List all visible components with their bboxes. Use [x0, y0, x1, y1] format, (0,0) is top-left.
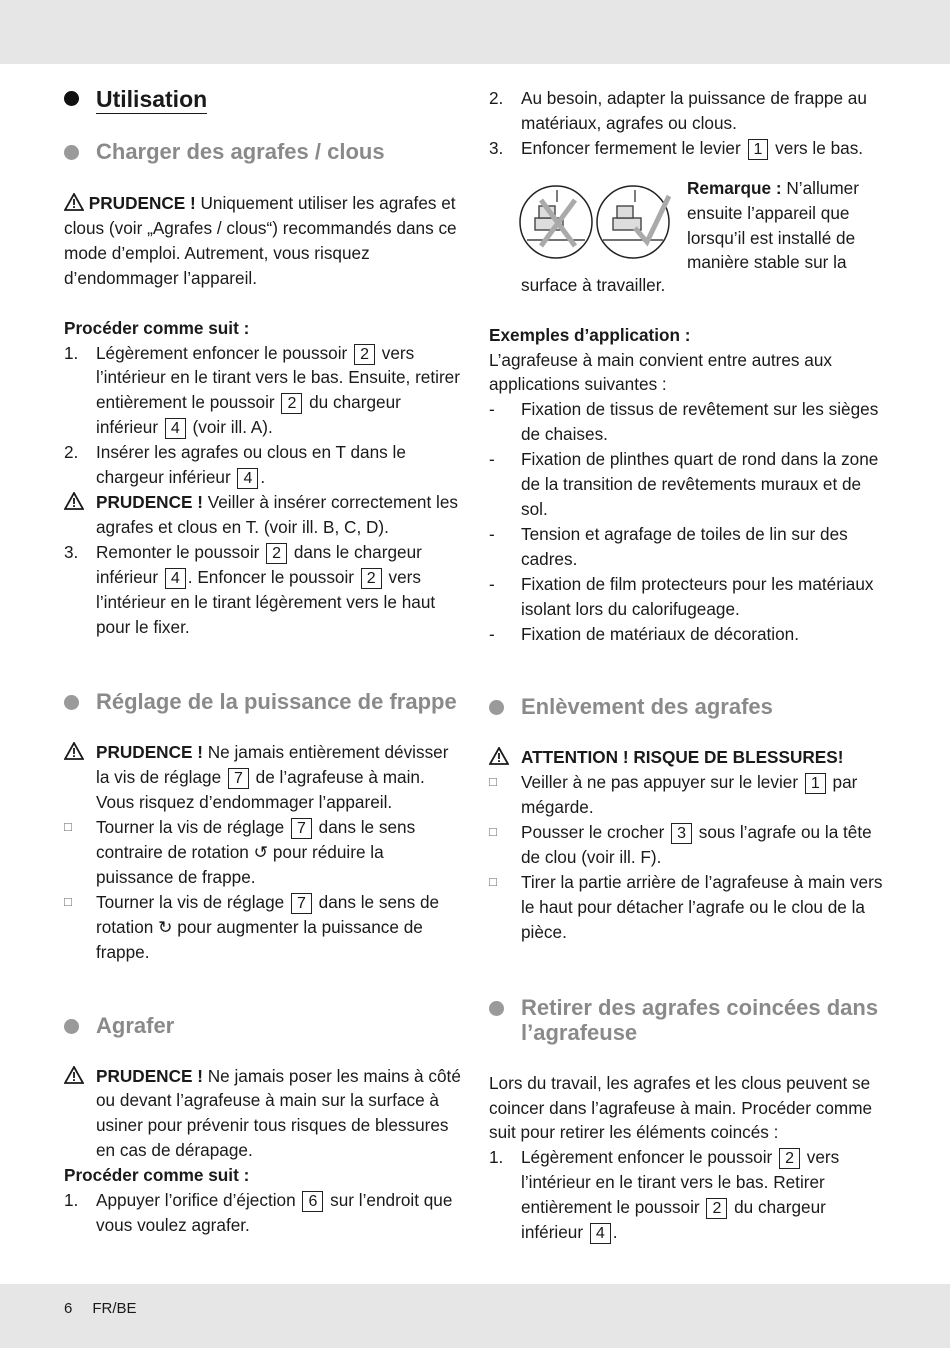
retirer-intro: Lors du travail, les agrafes et les clous peuvent se coincer dans l’agrafeuse à main. Procéder comme suit pour retirer les éléments coincés :: [489, 1072, 873, 1143]
part-number: 4: [590, 1223, 611, 1244]
page-number: 6: [64, 1300, 73, 1317]
part-number: 2: [779, 1148, 800, 1169]
part-number: 6: [302, 1191, 323, 1212]
heading-agrafer: Agrafer: [64, 1013, 464, 1038]
part-number: 7: [291, 818, 312, 839]
heading-charger: Charger des agrafes / clous: [64, 139, 464, 164]
list-item: - Fixation de tissus de revêtement sur les sièges de chaises.: [489, 399, 879, 445]
bullet-icon: [64, 145, 79, 160]
part-number: 2: [706, 1198, 727, 1219]
part-number: 7: [291, 893, 312, 914]
part-number: 2: [281, 393, 302, 414]
list-item: - Fixation de matériaux de décoration.: [489, 623, 800, 644]
stapler-figures-icon: [519, 184, 671, 260]
right-column: 2. Au besoin, adapter la puissance de frappe au matériaux, agrafes ou clous. 3. Enfoncer fermement le levier 1 vers le bas. Remarque : N’allumer ensuite l’appareil que lorsqu’il est installé de manière stable sur la surface à travailler. Exemples d’application : L’agrafeuse à main convient entre autres aux applications suivantes : - Fixation de tissus de revêtement sur les sièges de chaises. - Fixation de plinthes quart de rond dans la zone de la transition de revêtements muraux et de sol. - Tension et agrafage de toiles de lin sur des cadres. - Fixation de film protecteurs pour les matériaux isolant lors du calorifugeage. - Fixation de matériaux de décoration. Enlèvement des agrafes ATTENTION ! RISQUE DE BLESSURES! □ Veiller à ne pas appuyer sur le levier 1 par mégarde. □ Pousser le crocher 3 sous l’agrafe ou la tête de clou (voir ill. F). □ Tirer la partie arrière de l’agrafeuse à main vers le haut pour détacher l’agrafe ou le clou de la pièce. Retirer des agrafes coincées dans l’agrafeuse Lors du travail, les agrafes et les clous peuvent se coincer dans l’agrafeuse à main. Procéder comme suit pour retirer les éléments coincés : 1. Légèrement enfoncer le poussoir 2 vers l’intérieur en le tirant vers le bas. Retirer entièrement le poussoir 2 du chargeur inférieur 4 .: [489, 86, 884, 1245]
warning-icon: [64, 1066, 84, 1084]
attention-item: ATTENTION ! RISQUE DE BLESSURES!: [489, 745, 884, 770]
heading-retirer: Retirer des agrafes coincées dans l’agrafeuse: [489, 995, 884, 1045]
caution-charger: PRUDENCE ! Uniquement utiliser les agrafes et clous (voir „Agrafes / clous“) recommandés dans ce mode d’emploi. Autrement, vous risquez d’endommager l’appareil.: [64, 193, 457, 288]
step-item: 2. Insérer les agrafes ou clous en T dans le chargeur inférieur 4 .: [64, 442, 406, 488]
step-item: 1. Appuyer l’orifice d’éjection 6 sur l’endroit que vous voulez agrafer.: [64, 1190, 453, 1235]
counterclockwise-icon: ↺: [253, 842, 269, 863]
footer: [64, 1300, 157, 1317]
remarque-block: Remarque : N’allumer ensuite l’appareil que lorsqu’il est installé de manière stable sur la: [489, 176, 884, 281]
list-item: □ Tourner la vis de réglage 7 dans le sens contraire de rotation ↺ pour réduire la puissance de frappe.: [64, 817, 416, 887]
left-column: [64, 86, 464, 1238]
heading-enlevement: Enlèvement des agrafes: [489, 694, 884, 719]
list-item: - Fixation de plinthes quart de rond dans la zone de la transition de revêtements muraux et de sol.: [489, 449, 879, 519]
bullet-icon: [64, 91, 79, 106]
warning-icon: [64, 742, 84, 760]
bullet-icon: [489, 1001, 504, 1016]
checkbox-bullet-icon: □: [489, 824, 497, 840]
heading-reglage: Réglage de la puissance de frappe: [64, 689, 464, 714]
part-number: 1: [805, 773, 826, 794]
list-item: - Fixation de film protecteurs pour les matériaux isolant lors du calorifugeage.: [489, 573, 874, 619]
caution-item: PRUDENCE ! Veiller à insérer correctement les agrafes et clous en T. (voir ill. B, C, D).: [64, 490, 464, 540]
part-number: 3: [671, 823, 692, 844]
section-title: Utilisation: [64, 86, 464, 112]
procedure-label: Procéder comme suit :: [64, 317, 250, 338]
list-item: □ Tirer la partie arrière de l’agrafeuse à main vers le haut pour détacher l’agrafe ou le clou de la pièce.: [489, 871, 883, 942]
header-bar: [0, 0, 950, 64]
part-number: 2: [266, 543, 287, 564]
exemples-intro: L’agrafeuse à main convient entre autres aux applications suivantes :: [489, 349, 833, 395]
caution-item: PRUDENCE ! Ne jamais entièrement dévisser la vis de réglage 7 de l’agrafeuse à main. Vous risquez d’endommager l’appareil.: [64, 740, 464, 815]
list-item: □ Tourner la vis de réglage 7 dans le sens de rotation ↻ pour augmenter la puissance de frappe.: [64, 891, 440, 962]
warning-icon: [64, 193, 84, 211]
part-number: 4: [237, 468, 258, 489]
list-item: - Tension et agrafage de toiles de lin sur des cadres.: [489, 523, 848, 569]
checkbox-bullet-icon: □: [64, 819, 72, 835]
bullet-icon: [489, 700, 504, 715]
clockwise-icon: ↻: [158, 916, 173, 937]
part-number: 2: [354, 344, 375, 365]
exemples-label: Exemples d’application :: [489, 324, 691, 345]
step-item: 1. Légèrement enfoncer le poussoir 2 vers l’intérieur en le tirant vers le bas. Retirer entièrement le poussoir 2 du chargeur inférieur 4 .: [489, 1147, 840, 1243]
step-item: 1. Légèrement enfoncer le poussoir 2 vers l’intérieur en le tirant vers le bas. Ensuite, retirer entièrement le poussoir 2 du chargeur inférieur 4 (voir ill. A).: [64, 342, 460, 438]
bullet-icon: [64, 695, 79, 710]
checkbox-bullet-icon: □: [489, 873, 497, 889]
part-number: 7: [228, 768, 249, 789]
step-item: 3. Remonter le poussoir 2 dans le chargeur inférieur 4 . Enfoncer le poussoir 2 vers l’intérieur en le tirant légèrement vers le haut pour le fixer.: [64, 541, 436, 637]
procedure-label: Procéder comme suit :: [64, 1165, 250, 1186]
part-number: 4: [165, 418, 186, 439]
warning-icon: [489, 747, 509, 765]
checkbox-bullet-icon: □: [64, 893, 72, 909]
part-number: 2: [361, 568, 382, 589]
part-number: 1: [748, 139, 769, 160]
checkbox-bullet-icon: □: [489, 774, 497, 790]
language-code: FR/BE: [92, 1300, 137, 1317]
warning-icon: [64, 492, 84, 510]
caution-item: PRUDENCE ! Ne jamais poser les mains à côté ou devant l’agrafeuse à main sur la surface à usiner pour prévenir tous risques de blessures en cas de dérapage.: [64, 1064, 464, 1164]
part-number: 4: [165, 568, 186, 589]
bullet-icon: [64, 1019, 79, 1034]
step-item: 2. Au besoin, adapter la puissance de frappe au matériaux, agrafes ou clous.: [489, 88, 867, 133]
list-item: □ Veiller à ne pas appuyer sur le levier 1 par mégarde.: [489, 772, 858, 818]
step-item: 3. Enfoncer fermement le levier 1 vers le bas.: [489, 137, 864, 158]
list-item: □ Pousser le crocher 3 sous l’agrafe ou la tête de clou (voir ill. F).: [489, 822, 872, 868]
